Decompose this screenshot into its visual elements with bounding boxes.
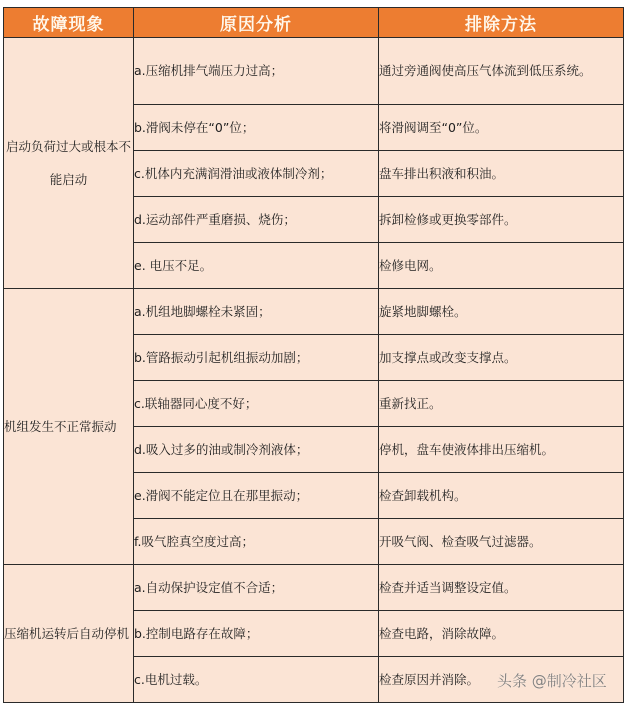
remedy-cell: 检查卸载机构。 xyxy=(379,473,624,519)
header-remedy: 排除方法 xyxy=(379,8,624,38)
remedy-cell: 检查并适当调整设定值。 xyxy=(379,565,624,611)
cause-cell: b.控制电路存在故障； xyxy=(134,611,379,657)
cause-cell: d.运动部件严重磨损、烧伤； xyxy=(134,197,379,243)
fault-troubleshooting-table xyxy=(3,7,624,703)
remedy-cell: 重新找正。 xyxy=(379,381,624,427)
header-phenomenon: 故障现象 xyxy=(4,8,134,38)
header-cause: 原因分析 xyxy=(134,8,379,38)
cause-cell: a.机组地脚螺栓未紧固； xyxy=(134,289,379,335)
cause-cell: e. 电压不足。 xyxy=(134,243,379,289)
phenomenon-cell: 启动负荷过大或根本不能启动 xyxy=(4,38,134,289)
cause-cell: f.吸气腔真空度过高； xyxy=(134,519,379,565)
watermark: 头条 @制冷社区 xyxy=(497,672,607,690)
remedy-cell: 盘车排出积液和积油。 xyxy=(379,151,624,197)
remedy-cell: 旋紧地脚螺栓。 xyxy=(379,289,624,335)
remedy-cell: 开吸气阀、检查吸气过滤器。 xyxy=(379,519,624,565)
cause-cell: c.机体内充满润滑油或液体制冷剂； xyxy=(134,151,379,197)
cause-cell: d.吸入过多的油或制冷剂液体； xyxy=(134,427,379,473)
table-row xyxy=(4,38,624,105)
remedy-cell: 加支撑点或改变支撑点。 xyxy=(379,335,624,381)
remedy-cell: 检查电路，消除故障。 xyxy=(379,611,624,657)
remedy-cell: 检查原因并消除。 xyxy=(379,657,624,703)
remedy-cell: 通过旁通阀使高压气体流到低压系统。 xyxy=(379,38,624,105)
table-row xyxy=(4,565,624,611)
remedy-cell: 将滑阀调至“0”位。 xyxy=(379,105,624,151)
cause-cell: a.自动保护设定值不合适； xyxy=(134,565,379,611)
header-row xyxy=(4,8,624,38)
phenomenon-cell: 机组发生不正常振动 xyxy=(4,289,134,565)
cause-cell: b.管路振动引起机组振动加剧； xyxy=(134,335,379,381)
table-row xyxy=(4,289,624,335)
cause-cell: a.压缩机排气端压力过高； xyxy=(134,38,379,105)
cause-cell: b.滑阀未停在“0”位； xyxy=(134,105,379,151)
phenomenon-cell: 压缩机运转后自动停机 xyxy=(4,565,134,703)
remedy-cell: 停机，盘车使液体排出压缩机。 xyxy=(379,427,624,473)
remedy-cell: 检修电网。 xyxy=(379,243,624,289)
cause-cell: c.联轴器同心度不好； xyxy=(134,381,379,427)
cause-cell: c.电机过载。 xyxy=(134,657,379,703)
cause-cell: e.滑阀不能定位且在那里振动； xyxy=(134,473,379,519)
remedy-cell: 拆卸检修或更换零部件。 xyxy=(379,197,624,243)
